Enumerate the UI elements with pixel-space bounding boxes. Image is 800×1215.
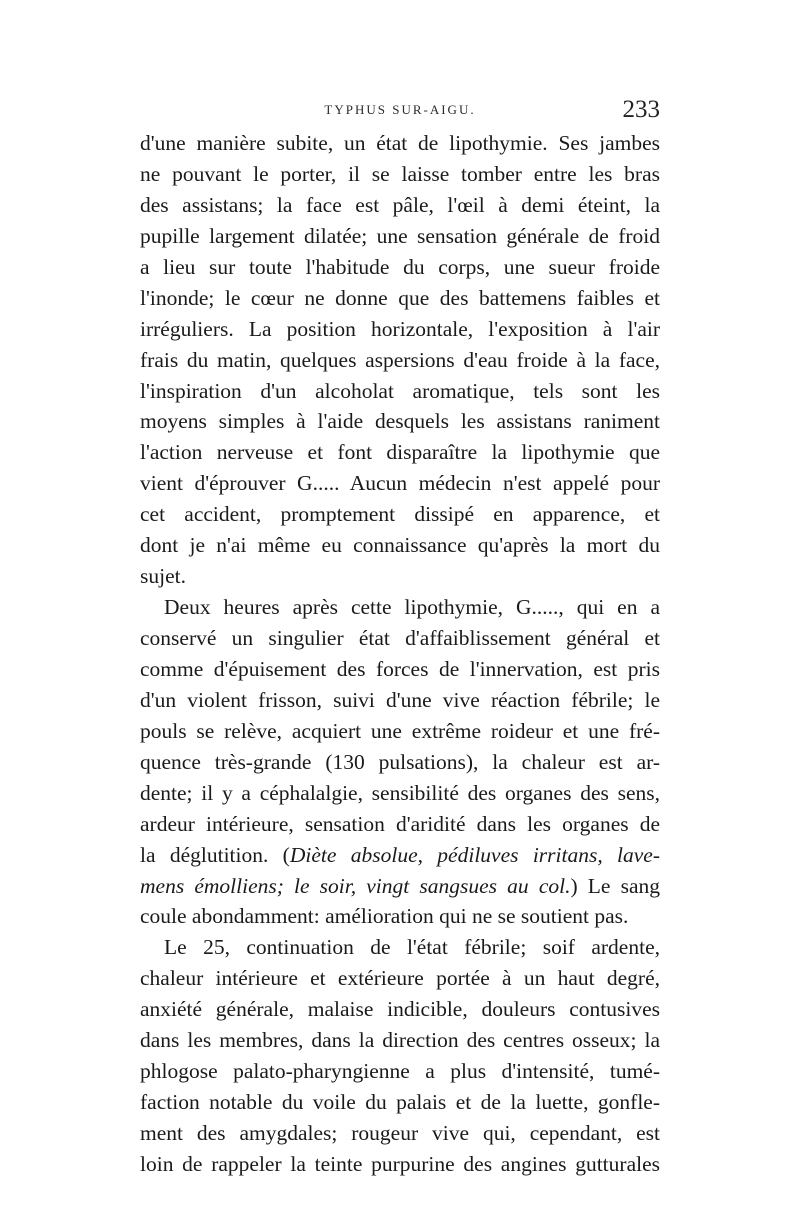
text-line: a lieu sur toute l'habitude du corps, une sueur froide: [140, 254, 660, 279]
running-head: [140, 98, 660, 124]
text-line: des assistans; la face est pâle, l'œil à demi éteint, la: [140, 192, 660, 217]
italic-prescription: mens émolliens; le soir, vingt sangsues au col.: [140, 873, 571, 898]
text-line: anxiété générale, malaise indicible, douleurs contusives: [140, 997, 660, 1022]
italic-prescription: Diète absolue, pédiluves irritans, lave-: [289, 842, 661, 867]
text-line: dente; il y a céphalalgie, sensibilité des organes des sens,: [140, 780, 660, 805]
text-line: phlogose palato-pharyngienne a plus d'intensité, tumé-: [140, 1059, 660, 1084]
text-line: quence très-grande (130 pulsations), la chaleur est ar-: [140, 749, 660, 774]
text-run: ) Le sang: [570, 873, 660, 898]
text-line: cet accident, promptement dissipé en apparence, et: [140, 502, 660, 527]
text-line: l'action nerveuse et font disparaître la lipothymie que: [140, 440, 660, 465]
text-line: l'inonde; le cœur ne donne que des battemens faibles et: [140, 285, 660, 310]
text-line: vient d'éprouver G..... Aucun médecin n'est appelé pour: [140, 471, 660, 496]
text-line: chaleur intérieure et extérieure portée à un haut degré,: [140, 966, 660, 991]
text-line: [140, 840, 660, 871]
text-line: moyens simples à l'aide desquels les assistans raniment: [140, 409, 660, 434]
running-title: TYPHUS SUR-AIGU.: [324, 102, 476, 117]
text-line: d'une manière subite, un état de lipothymie. Ses jambes: [140, 131, 660, 155]
text-run: la déglutition. (: [140, 842, 290, 867]
text-line: Le 25, continuation de l'état fébrile; soif ardente,: [164, 935, 660, 960]
text-line: irréguliers. La position horizontale, l'exposition à l'air: [140, 316, 660, 341]
text-line: ne pouvant le porter, il se laisse tomber entre les bras: [140, 161, 660, 186]
text-line: comme d'épuisement des forces de l'innervation, est pris: [140, 656, 660, 681]
text-line: [140, 871, 660, 902]
text-line: ardeur intérieure, sensation d'aridité dans les organes de: [140, 811, 660, 836]
text-line: pouls se relève, acquiert une extrême roideur et une fré-: [140, 718, 660, 743]
text-line: dont je n'ai même eu connaissance qu'après la mort du: [140, 533, 660, 558]
text-line: sujet.: [140, 564, 186, 589]
text-line: d'un violent frisson, suivi d'une vive réaction fébrile; le: [140, 687, 660, 712]
text-line: faction notable du voile du palais et de la luette, gonfle-: [140, 1090, 660, 1115]
text-line: ment des amygdales; rougeur vive qui, cependant, est: [140, 1121, 660, 1145]
text-line: loin de rappeler la teinte purpurine des angines gutturales: [140, 1151, 660, 1176]
text-line: pupille largement dilatée; une sensation générale de froid: [140, 223, 660, 248]
text-line: Deux heures après cette lipothymie, G....., qui en a: [164, 595, 660, 620]
body-text: [140, 128, 660, 1180]
text-line: frais du matin, quelques aspersions d'eau froide à la face,: [140, 347, 660, 372]
text-line: l'inspiration d'un alcoholat aromatique, tels sont les: [140, 378, 660, 403]
text-line: coule abondamment: amélioration qui ne se soutient pas.: [140, 904, 629, 929]
text-line: conservé un singulier état d'affaiblissement général et: [140, 626, 660, 650]
text-line: dans les membres, dans la direction des centres osseux; la: [140, 1028, 660, 1053]
page-number: 233: [622, 96, 660, 123]
